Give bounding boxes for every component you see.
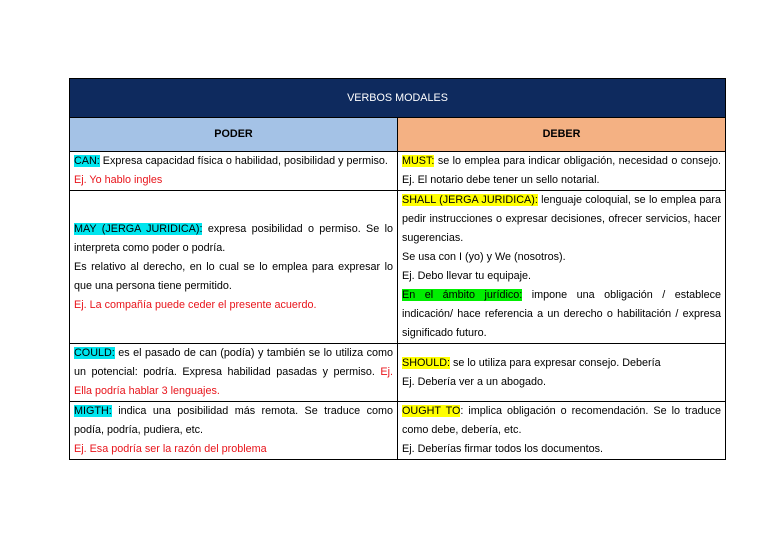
- text-must: se lo emplea para indicar obligación, necesidad o consejo. Ej. El notario debe tener un sello notarial.: [402, 155, 721, 186]
- term-may: MAY (JERGA JURIDICA):: [74, 222, 203, 235]
- header-deber: DEBER: [398, 118, 726, 152]
- cell-can: [70, 152, 398, 191]
- term-migth: MIGTH:: [74, 405, 112, 417]
- text-could: es el pasado de can (podía) y también se lo utiliza como un potencial: podría. Expresa habilidad pasadas y permiso.: [74, 347, 393, 378]
- header-row: [70, 118, 726, 152]
- example-may: Ej. La compañía puede ceder el presente acuerdo.: [74, 298, 317, 311]
- table-title: VERBOS MODALES: [70, 79, 726, 118]
- header-poder: PODER: [70, 118, 398, 152]
- text-shall: lenguaje coloquial, se lo emplea para pedir instrucciones o expresar decisiones, ofrecer servicios, hacer sugerencias.: [402, 194, 721, 244]
- term-ought-to: OUGHT TO: [402, 405, 461, 417]
- example-could: Ej. Ella podría hablar 3 lenguajes.: [74, 366, 393, 397]
- table-row: [70, 344, 726, 402]
- text-may-2: Es relativo al derecho, en lo cual se lo emplea para expresar lo que una persona tiene permitido.: [74, 260, 393, 292]
- example-migth: Ej. Esa podría ser la razón del problema: [74, 443, 267, 455]
- text-should-2: Ej. Debería ver a un abogado.: [402, 375, 547, 388]
- text-shall-4: impone una obligación / establece indicación/ hace referencia a un derecho o habilitación / expresa significado futuro.: [402, 289, 721, 339]
- text-shall-3: Ej. Debo llevar tu equipaje.: [402, 270, 532, 282]
- term-could: COULD:: [74, 347, 115, 359]
- text-shall-2: Se usa con I (yo) y We (nosotros).: [402, 251, 566, 263]
- cell-ought-to: [398, 402, 726, 460]
- term-shall: SHALL (JERGA JURIDICA):: [402, 194, 538, 206]
- cell-migth: [70, 402, 398, 460]
- cell-must: [398, 152, 726, 191]
- text-ought-to: : implica obligación o recomendación. Se lo traduce como debe, debería, etc.: [402, 405, 721, 436]
- table-row: [70, 152, 726, 191]
- table-row: [70, 402, 726, 460]
- cell-could: [70, 344, 398, 402]
- cell-should: [398, 344, 726, 402]
- term-can: CAN:: [74, 155, 100, 167]
- text-can: Expresa capacidad física o habilidad, posibilidad y permiso.: [99, 155, 388, 167]
- cell-may: [70, 191, 398, 344]
- text-ought-to-2: Ej. Deberías firmar todos los documentos.: [402, 443, 604, 455]
- table-row: [70, 191, 726, 344]
- title-row: [70, 79, 726, 118]
- text-may: expresa posibilidad o permiso. Se lo interpreta como poder o podría.: [74, 222, 394, 254]
- term-should: SHOULD:: [402, 356, 450, 369]
- term-ambito-juridico: En el ámbito jurídico:: [402, 289, 523, 301]
- example-can: Ej. Yo hablo ingles: [74, 174, 163, 186]
- modal-verbs-table: [69, 78, 726, 460]
- cell-shall: [398, 191, 726, 344]
- term-must: MUST:: [402, 155, 435, 167]
- text-should: se lo utiliza para expresar consejo. Debería: [450, 356, 661, 369]
- text-migth: indica una posibilidad más remota. Se traduce como podía, podría, pudiera, etc.: [74, 405, 393, 436]
